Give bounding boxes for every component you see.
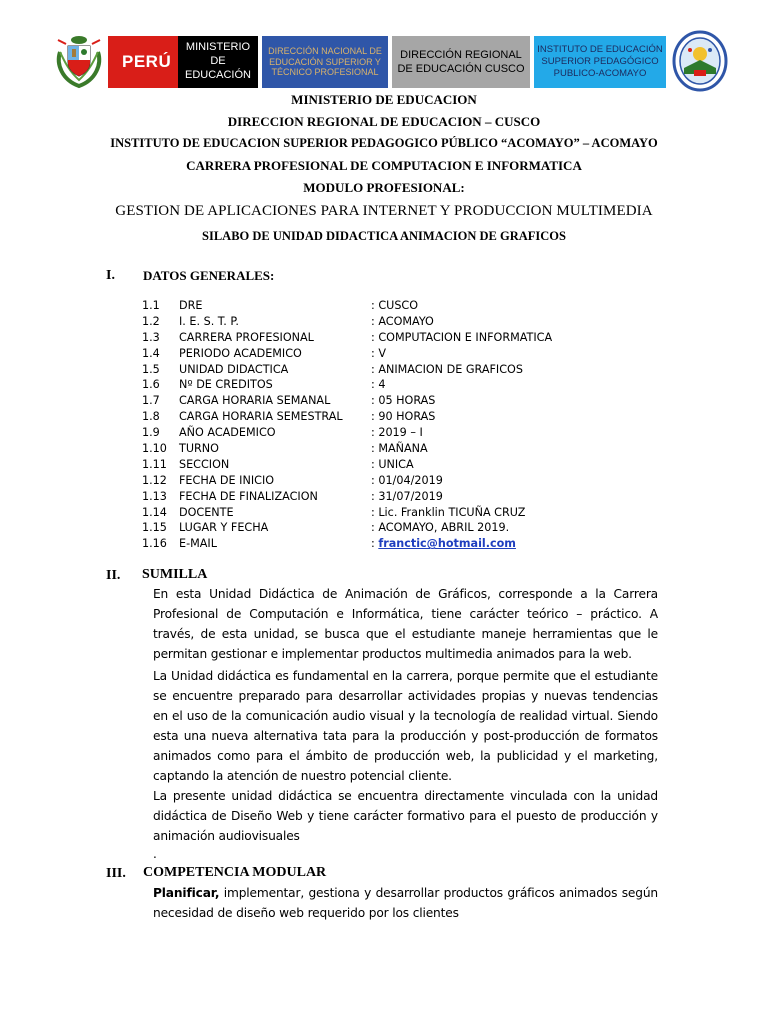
general-data-value-text: : 4 bbox=[371, 378, 386, 392]
general-data-row bbox=[142, 441, 602, 457]
institute-seal-icon bbox=[672, 30, 728, 92]
drec-line-1: DIRECCIÓN REGIONAL bbox=[400, 48, 522, 61]
iesp-line-1: INSTITUTO DE EDUCACIÓN bbox=[537, 44, 663, 56]
competencia-rest: implementar, gestiona y desarrollar productos gráficos animados según necesidad de diseño web requerido por los clientes bbox=[153, 886, 658, 920]
general-data-number: 1.6 bbox=[142, 378, 160, 392]
section-1-title: DATOS GENERALES: bbox=[143, 268, 275, 283]
general-data-key: DOCENTE bbox=[179, 505, 234, 519]
general-data-value-text: : ACOMAYO bbox=[371, 314, 434, 328]
general-data-value bbox=[371, 520, 509, 536]
general-data-value bbox=[371, 314, 434, 330]
title-ministry: MINISTERIO DE EDUCACION bbox=[291, 92, 477, 107]
section-2-number: II. bbox=[106, 568, 121, 583]
general-data-key: DRE bbox=[179, 299, 203, 312]
general-data-value bbox=[371, 473, 443, 489]
general-data-value-text: : UNICA bbox=[371, 457, 414, 471]
general-data-number: 1.13 bbox=[142, 489, 167, 503]
drec-cusco-block bbox=[392, 36, 530, 88]
general-data-value-text: : 31/07/2019 bbox=[371, 489, 443, 503]
ministerio-line-3: EDUCACIÓN bbox=[184, 68, 251, 81]
general-data-value bbox=[371, 330, 552, 346]
general-data-number: 1.12 bbox=[142, 473, 167, 487]
general-data-number: 1.7 bbox=[142, 394, 160, 408]
title-career: CARRERA PROFESIONAL DE COMPUTACION E INFORMATICA bbox=[186, 158, 582, 173]
general-data-value-text: : CUSCO bbox=[371, 299, 419, 312]
general-data-key: CARGA HORARIA SEMANAL bbox=[179, 394, 331, 408]
general-data-key: SECCION bbox=[179, 457, 230, 471]
general-data-value-text: : 2019 – I bbox=[371, 426, 423, 440]
sumilla-paragraph-3: La presente unidad didáctica se encuentra directamente vinculada con la unidad didáctica de Diseño Web y tiene carácter formativo para el puesto de producción y animación audiovisuales bbox=[153, 789, 658, 843]
general-data-value-text: : COMPUTACION E INFORMATICA bbox=[371, 330, 553, 344]
general-data-key: CARGA HORARIA SEMESTRAL bbox=[179, 410, 343, 424]
competencia-paragraph bbox=[153, 883, 658, 923]
section-3-number: III. bbox=[106, 866, 126, 881]
general-data-value-text: : ANIMACION DE GRAFICOS bbox=[371, 362, 523, 376]
general-data-number: 1.3 bbox=[142, 330, 160, 344]
general-data-key: I. E. S. T. P. bbox=[179, 314, 239, 328]
general-data-row bbox=[142, 520, 602, 536]
general-data-key: TURNO bbox=[179, 442, 219, 456]
general-data-number: 1.1 bbox=[142, 299, 160, 312]
general-data-row bbox=[142, 362, 602, 378]
general-data-key: PERIODO ACADEMICO bbox=[179, 346, 302, 360]
general-data-value-text: : Lic. Franklin TICUÑA CRUZ bbox=[371, 505, 526, 519]
general-data-value-text: : ACOMAYO, ABRIL 2019. bbox=[371, 521, 510, 535]
general-data-value-text: : 01/04/2019 bbox=[371, 473, 443, 487]
general-data-row bbox=[142, 489, 602, 505]
dinesst-block bbox=[262, 36, 388, 88]
title-regional: DIRECCION REGIONAL DE EDUCACION – CUSCO bbox=[227, 114, 541, 129]
section-3-title: COMPETENCIA MODULAR bbox=[143, 865, 327, 880]
general-data-value bbox=[371, 346, 386, 362]
general-data-value-text: : MAÑANA bbox=[371, 442, 428, 456]
general-data-key: FECHA DE INICIO bbox=[179, 473, 275, 487]
general-data-number: 1.14 bbox=[142, 505, 167, 519]
general-data-value bbox=[371, 489, 443, 505]
general-data-row bbox=[142, 505, 602, 521]
general-data-value-text: : 90 HORAS bbox=[371, 410, 436, 424]
general-data-number: 1.5 bbox=[142, 362, 160, 376]
general-data-value bbox=[371, 409, 435, 425]
ministerio-educacion-block bbox=[178, 36, 258, 88]
general-data-number: 1.11 bbox=[142, 457, 167, 471]
general-data-value bbox=[371, 393, 435, 409]
general-data-number: 1.10 bbox=[142, 442, 167, 456]
general-data-row bbox=[142, 473, 602, 489]
general-data-key: FECHA DE FINALIZACION bbox=[179, 489, 318, 503]
peru-label: PERÚ bbox=[122, 52, 172, 71]
general-data-key: LUGAR Y FECHA bbox=[179, 521, 269, 535]
general-data-row bbox=[142, 346, 602, 362]
general-data-key: AÑO ACADEMICO bbox=[179, 426, 276, 440]
general-data-row bbox=[142, 425, 602, 441]
general-data-value-text: : 05 HORAS bbox=[371, 394, 436, 408]
title-syllabus: SILABO DE UNIDAD DIDACTICA ANIMACION DE GRAFICOS bbox=[202, 229, 566, 243]
section-1-number: I. bbox=[106, 268, 115, 283]
general-data-value bbox=[371, 377, 385, 393]
iesp-acomayo-block bbox=[534, 36, 666, 88]
general-data-key: CARRERA PROFESIONAL bbox=[179, 330, 314, 344]
general-data-row bbox=[142, 457, 602, 473]
general-data-value bbox=[371, 505, 525, 521]
header-banner bbox=[50, 30, 730, 92]
general-data-number: 1.9 bbox=[142, 426, 160, 440]
general-data-row bbox=[142, 409, 602, 425]
general-data-row bbox=[142, 298, 602, 314]
dinesst-label: DIRECCIÓN NACIONAL DE EDUCACIÓN SUPERIOR Y TÉCNICO PROFESIONAL bbox=[268, 45, 382, 78]
general-data-value bbox=[371, 536, 516, 552]
sumilla-trailing-dot: . bbox=[153, 847, 157, 861]
ministerio-line-2: DE bbox=[210, 55, 226, 68]
sumilla-paragraph-2: La Unidad didáctica es fundamental en la carrera, porque permite que el estudiante se encuentre preparado para desarrollar actividades propias y nuevas tendencias en el uso de la comunicación audio visual y la tecnología de realidad virtual. Siendo esta una nueva alternativa tata para la producción y post-producción de formatos animados como para el ámbito de producción web, la publicidad y el marketing, captando la atención de nuestro potencial cliente. bbox=[153, 669, 658, 783]
general-data-key: UNIDAD DIDACTICA bbox=[179, 362, 289, 376]
title-module-name: GESTION DE APLICACIONES PARA INTERNET Y PRODUCCION MULTIMEDIA bbox=[115, 203, 653, 219]
email-link[interactable]: franctic@hotmail.com bbox=[378, 537, 516, 551]
title-institute: INSTITUTO DE EDUCACION SUPERIOR PEDAGOGICO PÚBLICO “ACOMAYO” – ACOMAYO bbox=[110, 136, 658, 150]
general-data-value bbox=[371, 425, 423, 441]
general-data-value bbox=[371, 298, 418, 314]
iesp-line-2: SUPERIOR PEDAGÓGICO bbox=[541, 56, 659, 68]
general-data-number: 1.15 bbox=[142, 521, 167, 535]
sumilla-paragraph-1: En esta Unidad Didáctica de Animación de Gráficos, corresponde a la Carrera Profesional de Computación e Informática, tiene carácter teórico – práctico. A través, de esta unidad, se busca que el estudiante maneje herramientas que le permitan gestionar e implementar productos multimedia animados para la web. bbox=[153, 587, 658, 661]
general-data-row bbox=[142, 377, 602, 393]
general-data-row bbox=[142, 393, 602, 409]
general-data-key: E-MAIL bbox=[179, 537, 217, 551]
general-data-row bbox=[142, 330, 602, 346]
general-data-number: 1.16 bbox=[142, 537, 167, 551]
peru-coat-of-arms-icon bbox=[54, 30, 104, 90]
general-data-row bbox=[142, 314, 602, 330]
general-data-value bbox=[371, 362, 523, 378]
iesp-line-3: PUBLICO-ACOMAYO bbox=[553, 67, 647, 79]
general-data-key: Nº DE CREDITOS bbox=[179, 378, 273, 392]
general-data-value bbox=[371, 457, 414, 473]
general-data-table bbox=[142, 298, 602, 552]
general-data-number: 1.8 bbox=[142, 410, 160, 424]
general-data-value-text: : V bbox=[371, 346, 386, 360]
ministerio-line-1: MINISTERIO bbox=[185, 41, 251, 54]
general-data-number: 1.2 bbox=[142, 314, 160, 328]
general-data-value bbox=[371, 441, 428, 457]
drec-line-2: DE EDUCACIÓN CUSCO bbox=[397, 63, 525, 75]
competencia-lead: Planificar, bbox=[153, 886, 220, 900]
title-module-label: MODULO PROFESIONAL: bbox=[303, 180, 465, 195]
general-data-row bbox=[142, 536, 602, 552]
section-2-title: SUMILLA bbox=[142, 567, 208, 582]
general-data-value-text: : bbox=[371, 537, 379, 551]
general-data-number: 1.4 bbox=[142, 346, 160, 360]
